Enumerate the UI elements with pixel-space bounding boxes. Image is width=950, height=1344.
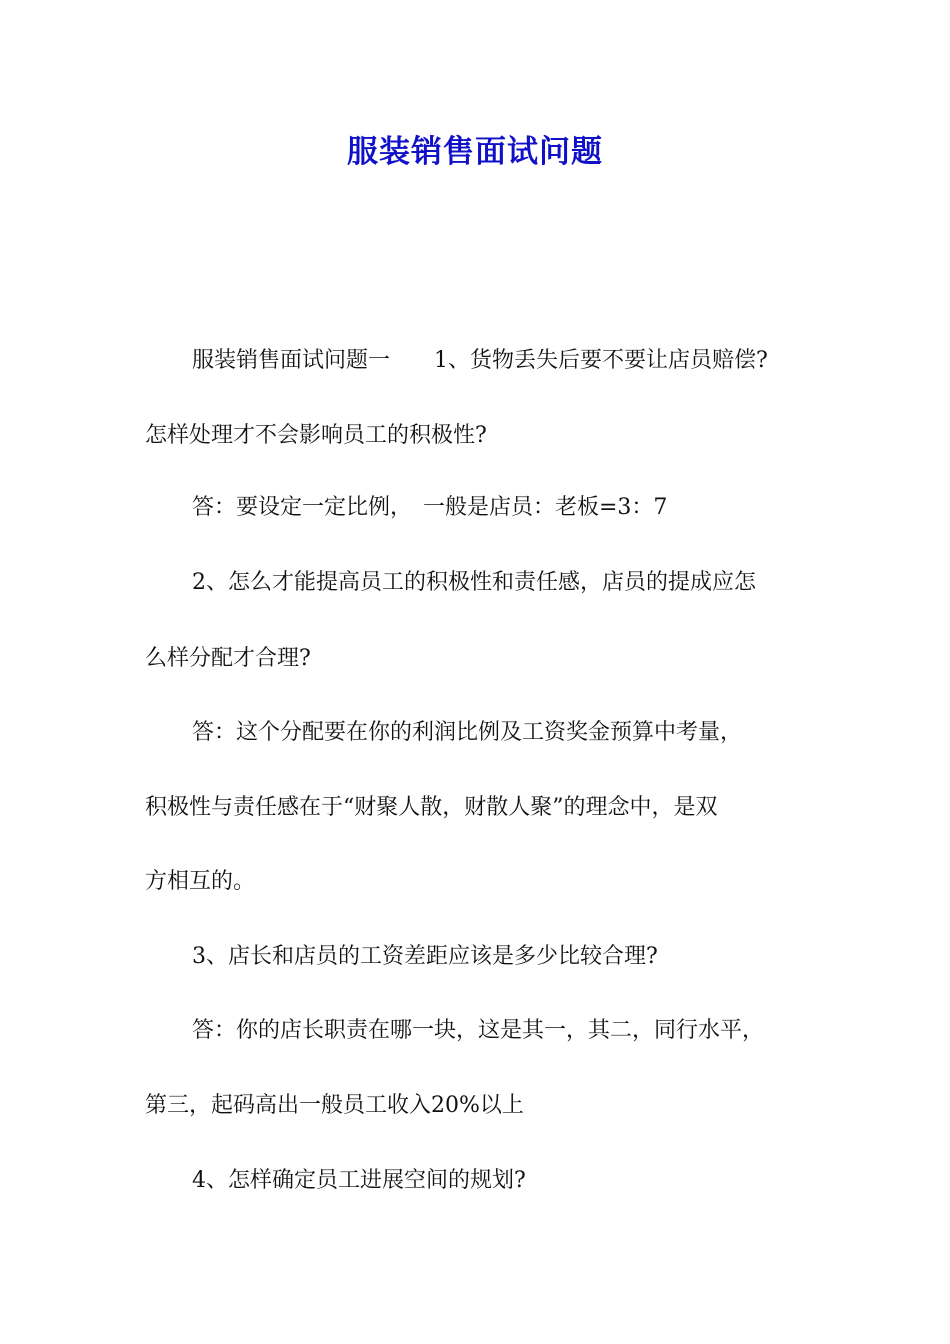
paragraph-line: 答：你的店长职责在哪一块，这是其一，其二，同行水平， bbox=[192, 1018, 765, 1043]
paragraph-line: 3、店长和店员的工资差距应该是多少比较合理? bbox=[192, 944, 658, 969]
paragraph-line: 积极性与责任感在于“财聚人散，财散人聚”的理念中，是双 bbox=[145, 795, 718, 820]
paragraph-line: 4、怎样确定员工进展空间的规划? bbox=[192, 1168, 526, 1193]
paragraph-line: 服装销售面试问题一 1、货物丢失后要不要让店员赔偿? bbox=[192, 348, 768, 373]
paragraph-line: 答：要设定一定比例， 一般是店员：老板=3：7 bbox=[192, 495, 668, 520]
paragraph-line: 第三，起码高出一般员工收入20%以上 bbox=[145, 1093, 524, 1118]
paragraph-line: 答：这个分配要在你的利润比例及工资奖金预算中考量， bbox=[192, 720, 743, 745]
paragraph-line: 2、怎么才能提高员工的积极性和责任感，店员的提成应怎 bbox=[192, 570, 756, 595]
paragraph-line: 方相互的。 bbox=[145, 869, 256, 894]
document-title: 服装销售面试问题 bbox=[347, 134, 603, 170]
paragraph-line: 么样分配才合理? bbox=[145, 646, 311, 671]
paragraph-line: 怎样处理才不会影响员工的积极性? bbox=[145, 423, 487, 448]
